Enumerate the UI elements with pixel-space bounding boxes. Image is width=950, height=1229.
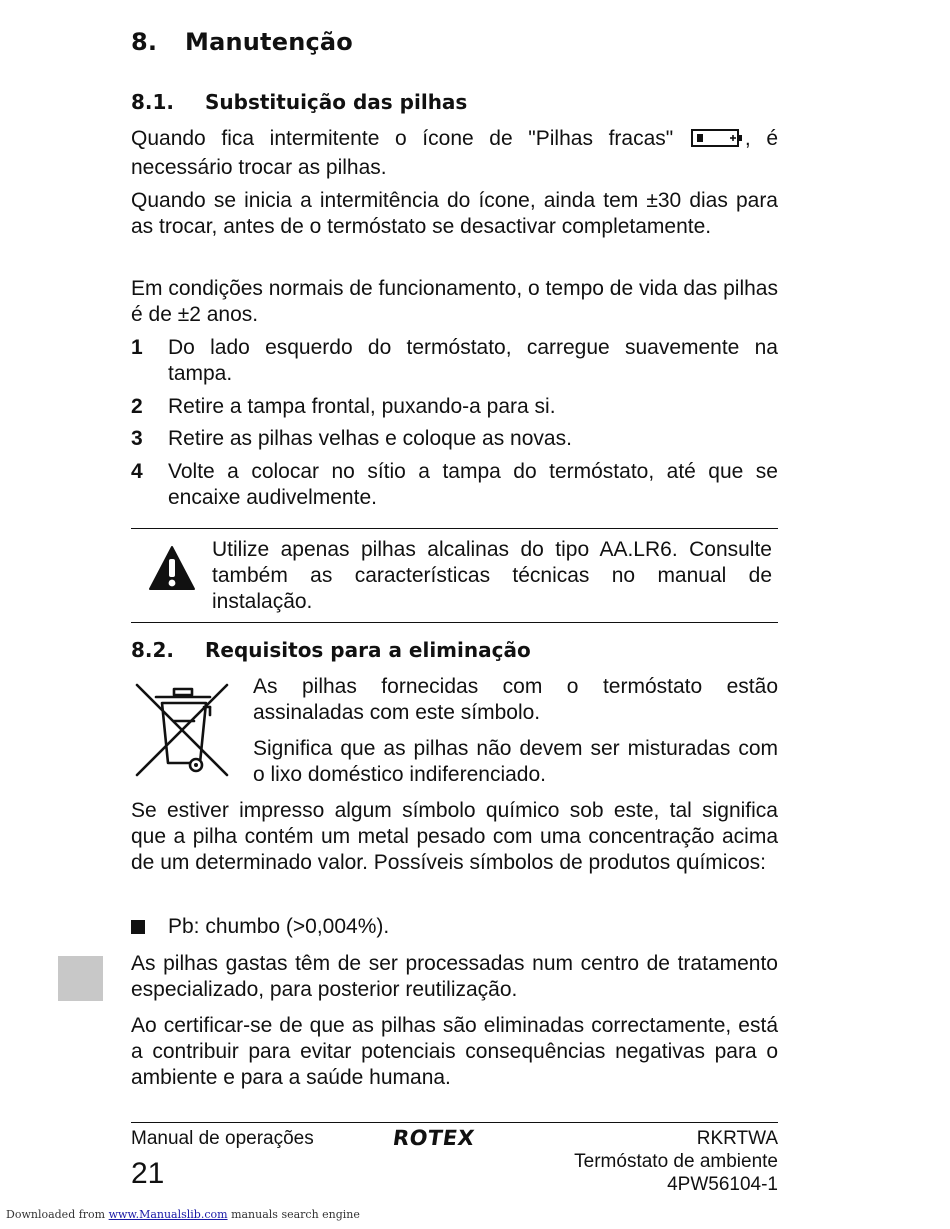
subsection-title: Requisitos para a eliminação <box>205 638 531 662</box>
warning-triangle-icon <box>148 545 196 591</box>
warning-text: Utilize apenas pilhas alcalinas do tipo AA.LR6. Consulte também as características técnicas no manual de instalação. <box>212 538 772 613</box>
footer-right-block <box>518 1127 778 1196</box>
paragraph-text: Ao certificar-se de que as pilhas são eliminadas correctamente, está a contribuir para evitar potenciais consequências negativas para o ambiente e para a saúde humana. <box>131 1014 778 1089</box>
paragraph-meaning <box>253 736 778 788</box>
page-number: 21 <box>131 1157 165 1190</box>
rotex-logo: ROTEX <box>391 1126 477 1150</box>
download-prefix: Downloaded from <box>6 1208 106 1221</box>
paragraph-symbol <box>253 674 778 726</box>
download-suffix: manuals search engine <box>231 1208 360 1221</box>
paragraph-chemical-symbol <box>131 798 778 876</box>
paragraph-text: , é necessário trocar as pilhas. <box>131 127 778 179</box>
footer-divider <box>131 1122 778 1123</box>
step-text: Do lado esquerdo do termóstato, carregue suavemente na tampa. <box>168 336 778 385</box>
subsection-number: 8.1. <box>131 90 175 114</box>
list-item <box>131 459 778 511</box>
low-battery-icon <box>691 128 743 155</box>
paragraph-text: Em condições normais de funcionamento, o tempo de vida das pilhas é de ±2 anos. <box>131 277 778 326</box>
list-item <box>131 914 778 940</box>
paragraph-battery-life <box>131 276 778 328</box>
step-number: 3 <box>131 427 143 450</box>
paragraph-processing <box>131 951 778 1003</box>
step-number: 1 <box>131 336 143 359</box>
footer-manual-label: Manual de operações <box>131 1128 314 1149</box>
step-text: Retire as pilhas velhas e coloque as novas. <box>168 427 572 450</box>
step-text: Volte a colocar no sítio a tampa do termóstato, até que se encaixe audivelmente. <box>168 459 778 509</box>
paragraph-text: Quando fica intermitente o ícone de "Pilhas fracas" <box>131 127 674 150</box>
step-number: 4 <box>131 459 143 483</box>
paragraph-text: Significa que as pilhas não devem ser misturadas com o lixo doméstico indiferenciado. <box>253 737 778 786</box>
steps-list <box>131 335 778 517</box>
subsection-heading-8-2 <box>131 638 531 662</box>
list-item <box>131 335 778 387</box>
subsection-title: Substituição das pilhas <box>205 90 468 114</box>
crossed-out-wheelie-bin-icon <box>134 681 230 779</box>
bullet-square-icon <box>131 920 145 934</box>
step-number: 2 <box>131 394 143 418</box>
section-number: 8. <box>131 28 158 56</box>
bullet-text: Pb: chumbo (>0,004%). <box>168 915 390 938</box>
manualslib-link[interactable]: www.Manualslib.com <box>108 1208 228 1221</box>
divider <box>131 528 778 529</box>
paragraph-text: Quando se inicia a intermitência do ícone, ainda tem ±30 dias para as trocar, antes de o termóstato se desactivar completamente. <box>131 189 778 238</box>
section-heading <box>131 28 353 56</box>
paragraph-text: As pilhas fornecidas com o termóstato estão assinaladas com este símbolo. <box>253 675 778 724</box>
section-title: Manutenção <box>185 28 353 56</box>
footer-document-code: 4PW56104-1 <box>667 1174 778 1195</box>
download-banner <box>6 1208 360 1221</box>
paragraph-text: Se estiver impresso algum símbolo químico sob este, tal significa que a pilha contém um metal pesado com uma concentração acima de um determinado valor. Possíveis símbolos de produtos químicos: <box>131 799 778 874</box>
warning-note <box>212 537 772 615</box>
paragraph-text: As pilhas gastas têm de ser processadas num centro de tratamento especializado, para posterior reutilização. <box>131 952 778 1001</box>
step-text: Retire a tampa frontal, puxando-a para si. <box>168 394 556 418</box>
paragraph-low-battery <box>131 126 778 181</box>
chapter-tab-marker <box>58 956 103 1001</box>
list-item <box>131 426 778 452</box>
subsection-heading-8-1 <box>131 90 467 114</box>
footer-model: RKRTWA <box>696 1128 778 1149</box>
footer-product-name: Termóstato de ambiente <box>574 1151 778 1172</box>
list-item <box>131 394 778 420</box>
divider <box>131 622 778 623</box>
paragraph-environment <box>131 1013 778 1091</box>
subsection-number: 8.2. <box>131 638 175 662</box>
paragraph-intermittence <box>131 188 778 240</box>
